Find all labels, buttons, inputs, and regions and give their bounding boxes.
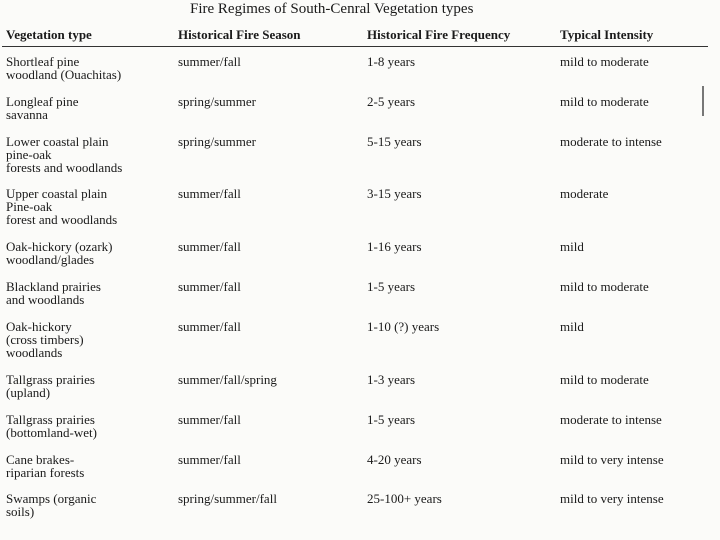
header-vegetation-type: Vegetation type: [6, 27, 92, 42]
cell-season: summer/fall: [178, 452, 241, 467]
cell-season: summer/fall: [178, 412, 241, 427]
header-typical-intensity: Typical Intensity: [560, 27, 654, 42]
cell-intensity: mild to moderate: [560, 94, 649, 109]
cell-frequency: 3-15 years: [367, 186, 422, 201]
cell-season: summer/fall: [178, 186, 241, 201]
cell-season: summer/fall/spring: [178, 372, 277, 387]
cell-intensity: moderate to intense: [560, 412, 662, 427]
cell-season: spring/summer/fall: [178, 491, 277, 506]
cell-intensity: mild: [560, 319, 584, 334]
cell-intensity: mild to moderate: [560, 372, 649, 387]
cell-season: summer/fall: [178, 239, 241, 254]
cell-vegetation: Tallgrass prairies (upland): [6, 372, 95, 400]
cell-frequency: 25-100+ years: [367, 491, 442, 506]
cell-intensity: mild: [560, 239, 584, 254]
cell-intensity: mild to moderate: [560, 279, 649, 294]
cell-season: spring/summer: [178, 94, 256, 109]
cell-intensity: mild to very intense: [560, 491, 664, 506]
cell-vegetation: Oak-hickory (ozark) woodland/glades: [6, 239, 113, 267]
cell-season: spring/summer: [178, 134, 256, 149]
cell-vegetation: Longleaf pine savanna: [6, 94, 79, 122]
cell-intensity: mild to moderate: [560, 54, 649, 69]
cell-season: summer/fall: [178, 54, 241, 69]
cell-frequency: 1-8 years: [367, 54, 416, 69]
cell-vegetation: Upper coastal plain Pine-oak forest and woodlands: [6, 186, 118, 227]
cell-frequency: 1-5 years: [367, 279, 416, 294]
header-fire-frequency: Historical Fire Frequency: [367, 27, 511, 42]
cell-frequency: 1-10 (?) years: [367, 319, 440, 334]
cell-vegetation: Lower coastal plain pine-oak forests and woodlands: [6, 134, 123, 175]
cell-intensity: mild to very intense: [560, 452, 664, 467]
cell-frequency: 2-5 years: [367, 94, 416, 109]
cell-season: summer/fall: [178, 319, 241, 334]
cell-vegetation: Oak-hickory (cross timbers) woodlands: [6, 319, 84, 360]
cell-vegetation: Blackland prairies and woodlands: [6, 279, 101, 307]
scan-artifact-mark: [702, 86, 704, 116]
cell-frequency: 1-16 years: [367, 239, 422, 254]
cell-intensity: moderate to intense: [560, 134, 662, 149]
cell-vegetation: Tallgrass prairies (bottomland-wet): [6, 412, 97, 440]
header-fire-season: Historical Fire Season: [178, 27, 301, 42]
cell-season: summer/fall: [178, 279, 241, 294]
cell-frequency: 1-5 years: [367, 412, 416, 427]
cell-vegetation: Cane brakes- riparian forests: [6, 452, 85, 480]
document-title: Fire Regimes of South-Cenral Vegetation types: [190, 1, 474, 17]
cell-intensity: moderate: [560, 186, 609, 201]
cell-frequency: 1-3 years: [367, 372, 416, 387]
cell-vegetation: Swamps (organic soils): [6, 491, 97, 519]
header-divider: [2, 46, 708, 47]
cell-frequency: 4-20 years: [367, 452, 422, 467]
cell-frequency: 5-15 years: [367, 134, 422, 149]
cell-vegetation: Shortleaf pine woodland (Ouachitas): [6, 54, 122, 82]
